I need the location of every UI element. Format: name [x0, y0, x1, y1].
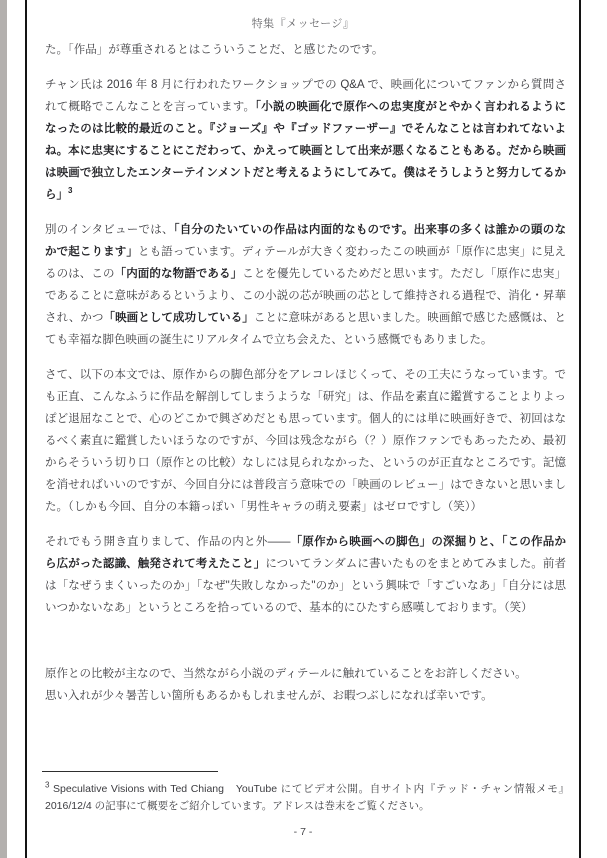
- text-run: とも語っています。ディテールが大きく変わったこの映画が「原作に忠実」に見えるのは、この: [45, 246, 567, 280]
- text-run: についてランダムに書いたものをまとめてみました。前者は「なぜうまくいったのか」「なぜ"失敗しなかった"のか」という興味で「すごいなあ」「自分には思いつかないなあ」というところを拾っているので、基本的にひたすら感嘆しております。（笑）: [45, 558, 566, 614]
- text-run: ことに意味があると思いました。映画館で感じた感慨は、とても幸福な脚色映画の誕生にリアルタイムで立ち会えた、という感慨でもありました。: [45, 312, 566, 346]
- page-boundary-right: [579, 0, 581, 858]
- text-run: チャン氏は 2016 年 8 月に行われたワークショップでの Q&A で、映画化についてファンから質問されて概略でこんなことを言っています。: [45, 79, 566, 113]
- text-run: た。「作品」が尊重されるとはこういうことだ、と感じたのです。: [45, 44, 384, 56]
- text-run: 「小説の映画化で原作への忠実度がとやかく言われるようになったのは比較的最近のこと。『ジョーズ』や『ゴッドファーザー』でそんなことは言われてないよね。本に忠実にすることにこだわって、かえって映画として出来が悪くなることもある。だから映画は映画で独立したエンターテインメントだと考えるようにしてみて。僕はそうしようと努力してるから」: [45, 101, 567, 201]
- viewer-edge-strip: [0, 0, 7, 858]
- text-run: それでもう開き直りまして、作品の内と外——: [45, 536, 291, 548]
- text-run: 「自分のたいていの作品は内面的なものです。出来事の多くは誰かの頭のなかで起こります」: [45, 224, 566, 258]
- paragraph: [45, 74, 566, 206]
- page-boundary-left: [25, 0, 27, 858]
- text-run: 別のインタビューでは、: [45, 224, 174, 236]
- paragraph: [45, 663, 566, 707]
- footnote-divider: [42, 771, 218, 772]
- text-run: 「内面的な物語である」: [114, 268, 243, 280]
- page-header: [27, 15, 579, 31]
- text-run: さて、以下の本文では、原作からの脚色部分をアレコレほじくって、その工夫にうなっています。でも正直、こんなふうに作品を解剖してしまうような「研究」は、作品を素直に鑑賞することよりよっぽど退屈なことで、心のどこかで興ざめだとも思っています。個人的には単に映画好きで、初回はなるべく素直に鑑賞したいほうなのですが、今回は残念ながら（？）原作ファンでもあったため、最初からそういう切り口（原作との比較）なしには見られなかった、というのが正直なところです。記憶を消せればいいのですが、今回自分には普段言う意味での「映画のレビュー」はできないと思いました。（しかも今回、自分の本籍っぽい「男性キャラの萌え要素」はゼロですし（笑））: [45, 369, 566, 513]
- paragraph: [45, 364, 566, 518]
- footnote: [45, 781, 569, 815]
- text-run: 3: [68, 186, 73, 196]
- paragraph: [45, 531, 566, 619]
- footnote-marker: 3: [45, 780, 50, 790]
- text-run: 「映画として成功している」: [103, 312, 254, 324]
- page-number: - 7 -: [293, 826, 313, 838]
- text-run: 「原作から映画への脚色」の深掘りと、「この作品から広がった認識、触発されて考えたこと」: [45, 536, 566, 570]
- paragraph: [45, 39, 566, 61]
- text-run: ことを優先しているためだと思います。ただし「原作に忠実」であることに意味があるというより、この小説の芯が映画の芯として維持される過程で、消化・昇華され、かつ: [45, 268, 567, 324]
- body-text: [45, 39, 566, 707]
- text-run: 思い入れが少々暑苦しい箇所もあるかもしれませんが、お暇つぶしになれば幸いです。: [45, 690, 493, 702]
- paragraph: [45, 219, 566, 351]
- page-header-text: 特集『メッセージ』: [251, 18, 355, 30]
- text-run: 原作との比較が主なので、当然ながら小説のディテールに触れていることをお許しください。: [45, 668, 527, 680]
- footnote-text: Speculative Visions with Ted Chiang YouTube にてビデオ公開。自サイト内『テッド・チャン情報メモ』2016/12/4 の記事にて概要をご紹介しています。アドレスは巻末をご覧ください。: [45, 783, 569, 812]
